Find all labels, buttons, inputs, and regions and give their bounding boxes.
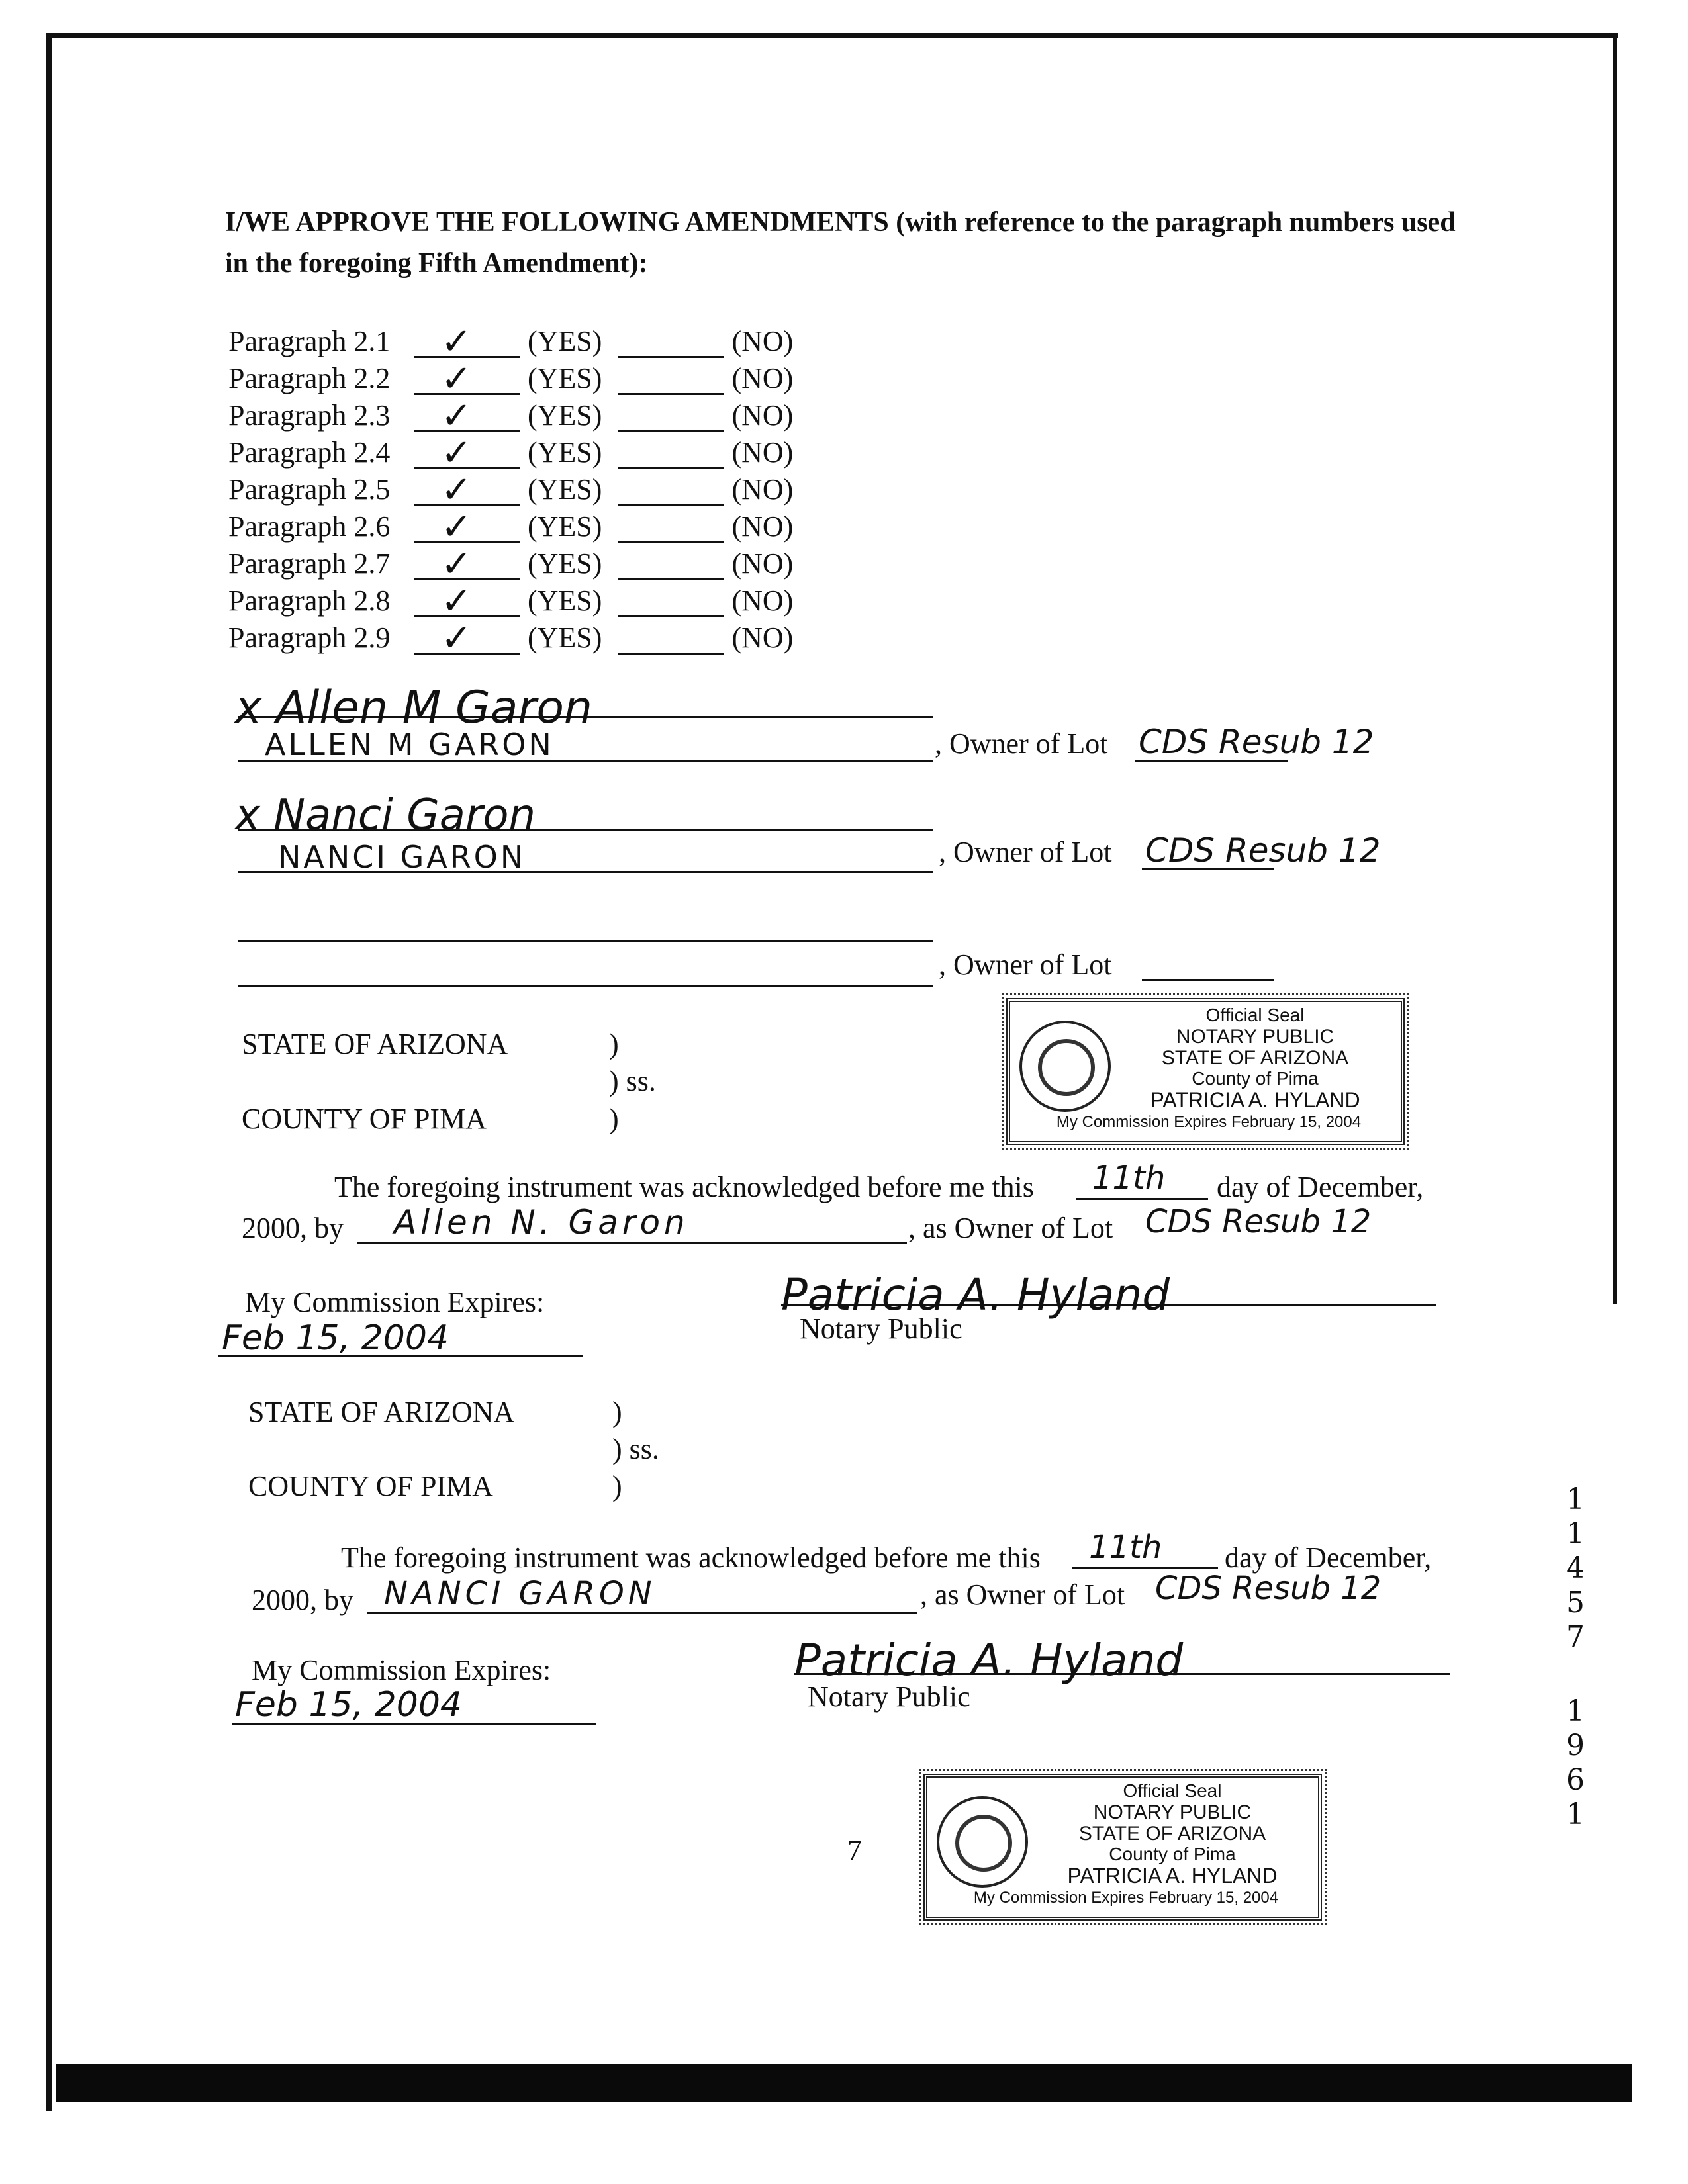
no-blank[interactable] bbox=[618, 441, 724, 469]
no-label: (NO) bbox=[731, 510, 794, 543]
notary-public-label: Notary Public bbox=[800, 1312, 962, 1345]
yes-label: (YES) bbox=[528, 621, 602, 654]
owner-printed-name: NANCI GARON bbox=[278, 839, 526, 875]
check-mark-icon: ✓ bbox=[441, 357, 472, 400]
ack-text: The foregoing instrument was acknowledged before me this bbox=[334, 1171, 1034, 1203]
paragraph-label: Paragraph 2.7 bbox=[228, 547, 391, 580]
commission-label: My Commission Expires: bbox=[252, 1654, 551, 1686]
recording-digit: 1 bbox=[1566, 1797, 1585, 1831]
commission-line bbox=[232, 1723, 596, 1725]
lot-line bbox=[1135, 760, 1288, 762]
check-mark-icon: ✓ bbox=[441, 432, 472, 475]
ack-lot: CDS Resub 12 bbox=[1145, 1203, 1372, 1240]
commission-line bbox=[218, 1355, 583, 1357]
yes-label: (YES) bbox=[528, 325, 602, 357]
ack-year-by: 2000, by bbox=[252, 1584, 353, 1616]
state-label: STATE OF ARIZONA bbox=[248, 1396, 515, 1428]
check-mark-icon: ✓ bbox=[441, 394, 472, 437]
yes-blank[interactable] bbox=[414, 469, 520, 512]
no-blank[interactable] bbox=[618, 367, 724, 395]
no-label: (NO) bbox=[731, 547, 794, 580]
paragraph-row bbox=[228, 432, 794, 475]
seal-text: County of Pima bbox=[1109, 1844, 1236, 1864]
check-mark-icon: ✓ bbox=[441, 617, 472, 660]
paragraph-label: Paragraph 2.8 bbox=[228, 584, 391, 617]
page-border-bottom bbox=[56, 2064, 1632, 2102]
paren: ) bbox=[609, 1103, 619, 1135]
ack-text: The foregoing instrument was acknowledged before me this bbox=[341, 1541, 1041, 1574]
county-label: COUNTY OF PIMA bbox=[242, 1103, 487, 1135]
ss-label: ) ss. bbox=[612, 1433, 659, 1465]
notary-signature: Patricia A. Hyland bbox=[794, 1635, 1184, 1686]
recording-digit: 6 bbox=[1566, 1763, 1585, 1797]
paragraph-label: Paragraph 2.9 bbox=[228, 621, 391, 654]
recording-digit: 1 bbox=[1566, 1517, 1585, 1551]
no-label: (NO) bbox=[731, 473, 794, 506]
recording-digit: 4 bbox=[1566, 1551, 1585, 1585]
owner-printed-name: ALLEN M GARON bbox=[265, 727, 554, 762]
seal-text: STATE OF ARIZONA bbox=[1078, 1823, 1266, 1844]
state-label: STATE OF ARIZONA bbox=[242, 1028, 508, 1060]
page-number: 7 bbox=[847, 1834, 862, 1866]
owner-of-lot-label: , Owner of Lot bbox=[935, 727, 1108, 760]
name-line bbox=[238, 871, 933, 873]
recording-digit: 9 bbox=[1566, 1729, 1585, 1762]
paragraph-label: Paragraph 2.6 bbox=[228, 510, 391, 543]
ack-by-name: NANCI GARON bbox=[384, 1575, 656, 1612]
signature-line bbox=[238, 716, 933, 718]
yes-blank[interactable] bbox=[414, 580, 520, 623]
no-label: (NO) bbox=[731, 621, 794, 654]
county-label: COUNTY OF PIMA bbox=[248, 1470, 493, 1502]
check-mark-icon: ✓ bbox=[441, 543, 472, 586]
yes-label: (YES) bbox=[528, 473, 602, 506]
no-blank[interactable] bbox=[618, 330, 724, 358]
yes-label: (YES) bbox=[528, 362, 602, 394]
check-mark-icon: ✓ bbox=[441, 469, 472, 512]
paragraph-label: Paragraph 2.3 bbox=[228, 399, 391, 432]
check-mark-icon: ✓ bbox=[441, 506, 472, 549]
notary-signature: Patricia A. Hyland bbox=[781, 1269, 1170, 1320]
no-blank[interactable] bbox=[618, 626, 724, 655]
seal-text: NOTARY PUBLIC bbox=[1176, 1026, 1335, 1048]
notary-public-label: Notary Public bbox=[808, 1680, 970, 1713]
yes-blank[interactable] bbox=[414, 506, 520, 549]
recording-digit bbox=[1562, 1655, 1589, 1694]
no-label: (NO) bbox=[731, 362, 794, 394]
ack-lot: CDS Resub 12 bbox=[1155, 1570, 1382, 1607]
signature-line bbox=[238, 829, 933, 831]
ack-by-name: Allen N. Garon bbox=[394, 1203, 689, 1242]
no-blank[interactable] bbox=[618, 478, 724, 506]
no-label: (NO) bbox=[731, 584, 794, 617]
as-owner-label: , as Owner of Lot bbox=[920, 1578, 1125, 1611]
recording-digit: 7 bbox=[1566, 1620, 1585, 1654]
page-border-top bbox=[46, 33, 1618, 38]
yes-blank[interactable] bbox=[414, 432, 520, 475]
recording-digit: 1 bbox=[1566, 1694, 1585, 1728]
commission-date: Feb 15, 2004 bbox=[222, 1318, 449, 1358]
day-line bbox=[1076, 1198, 1208, 1200]
paragraph-row bbox=[228, 617, 794, 660]
owner-lot-value: CDS Resub 12 bbox=[1145, 831, 1381, 870]
paragraph-label: Paragraph 2.1 bbox=[228, 325, 391, 357]
seal-text: PATRICIA A. HYLAND bbox=[1067, 1864, 1278, 1888]
yes-label: (YES) bbox=[528, 510, 602, 543]
ack-month: day of December, bbox=[1225, 1541, 1432, 1574]
recording-number bbox=[1562, 1482, 1589, 1832]
notary-seal bbox=[1006, 998, 1405, 1145]
paragraph-label: Paragraph 2.5 bbox=[228, 473, 391, 506]
paragraph-row bbox=[228, 506, 794, 549]
page-border-left bbox=[46, 33, 52, 2111]
seal-text: My Commission Expires February 15, 2004 bbox=[973, 1889, 1279, 1907]
name-line[interactable] bbox=[238, 985, 933, 987]
seal-text: PATRICIA A. HYLAND bbox=[1150, 1088, 1360, 1112]
paragraph-row bbox=[228, 320, 794, 363]
yes-label: (YES) bbox=[528, 399, 602, 432]
amendments-heading: I/WE APPROVE THE FOLLOWING AMENDMENTS (with reference to the paragraph numbers used in the foregoing Fifth Amendment): bbox=[225, 207, 1456, 279]
no-label: (NO) bbox=[731, 436, 794, 469]
no-blank[interactable] bbox=[618, 589, 724, 617]
recording-digit: 5 bbox=[1566, 1586, 1585, 1619]
seal-text: My Commission Expires February 15, 2004 bbox=[1056, 1113, 1362, 1131]
owner-of-lot-label: , Owner of Lot bbox=[939, 836, 1112, 868]
signature-line[interactable] bbox=[238, 940, 933, 942]
paragraph-row bbox=[228, 580, 794, 623]
no-blank[interactable] bbox=[618, 515, 724, 543]
owner-lot-value: CDS Resub 12 bbox=[1139, 723, 1374, 761]
yes-blank[interactable] bbox=[414, 543, 520, 586]
paragraph-label: Paragraph 2.4 bbox=[228, 436, 391, 469]
name-line bbox=[238, 760, 933, 762]
recording-digit: 1 bbox=[1566, 1482, 1585, 1516]
yes-blank[interactable] bbox=[414, 394, 520, 437]
seal-text: NOTARY PUBLIC bbox=[1093, 1801, 1252, 1823]
ack-day: 11th bbox=[1092, 1160, 1166, 1197]
no-blank[interactable] bbox=[618, 552, 724, 580]
day-line bbox=[1072, 1567, 1218, 1569]
state-seal-icon bbox=[937, 1796, 1028, 1888]
paragraph-row bbox=[228, 543, 794, 586]
yes-label: (YES) bbox=[528, 584, 602, 617]
check-mark-icon: ✓ bbox=[441, 580, 472, 623]
commission-date: Feb 15, 2004 bbox=[235, 1685, 463, 1725]
notary-seal bbox=[923, 1774, 1322, 1921]
no-blank[interactable] bbox=[618, 404, 724, 432]
by-line bbox=[367, 1612, 917, 1614]
seal-text: County of Pima bbox=[1192, 1068, 1319, 1089]
yes-blank[interactable] bbox=[414, 320, 520, 363]
owner-of-lot-label: , Owner of Lot bbox=[939, 948, 1112, 981]
owner-signature: x Nanci Garon bbox=[235, 791, 536, 840]
lot-line bbox=[1142, 868, 1274, 870]
yes-label: (YES) bbox=[528, 436, 602, 469]
check-mark-icon: ✓ bbox=[441, 320, 472, 363]
owner-signature: x Allen M Garon bbox=[235, 682, 593, 734]
state-seal-icon bbox=[1019, 1021, 1111, 1112]
ss-label: ) ss. bbox=[609, 1065, 656, 1097]
paragraph-label: Paragraph 2.2 bbox=[228, 362, 391, 394]
as-owner-label: , as Owner of Lot bbox=[908, 1212, 1113, 1244]
paragraph-row bbox=[228, 469, 794, 512]
ack-day: 11th bbox=[1089, 1529, 1162, 1566]
paren: ) bbox=[609, 1028, 619, 1060]
commission-label: My Commission Expires: bbox=[245, 1286, 545, 1318]
yes-label: (YES) bbox=[528, 547, 602, 580]
paren: ) bbox=[612, 1396, 622, 1428]
paragraph-row bbox=[228, 357, 794, 400]
no-label: (NO) bbox=[731, 325, 794, 357]
ack-month: day of December, bbox=[1217, 1171, 1424, 1203]
seal-text: Official Seal bbox=[1123, 1780, 1222, 1801]
seal-text: STATE OF ARIZONA bbox=[1161, 1047, 1349, 1069]
by-line bbox=[357, 1242, 907, 1244]
paragraph-row bbox=[228, 394, 794, 437]
seal-text: Official Seal bbox=[1205, 1005, 1305, 1025]
yes-blank[interactable] bbox=[414, 617, 520, 660]
no-label: (NO) bbox=[731, 399, 794, 432]
page-border-right bbox=[1613, 33, 1617, 1304]
lot-line[interactable] bbox=[1142, 979, 1274, 981]
yes-blank[interactable] bbox=[414, 357, 520, 400]
notary-signature-line bbox=[781, 1304, 1436, 1306]
recording-number-digits bbox=[1562, 1482, 1589, 1832]
notary-signature-line bbox=[794, 1673, 1450, 1675]
ack-year-by: 2000, by bbox=[242, 1212, 344, 1244]
paren: ) bbox=[612, 1470, 622, 1502]
